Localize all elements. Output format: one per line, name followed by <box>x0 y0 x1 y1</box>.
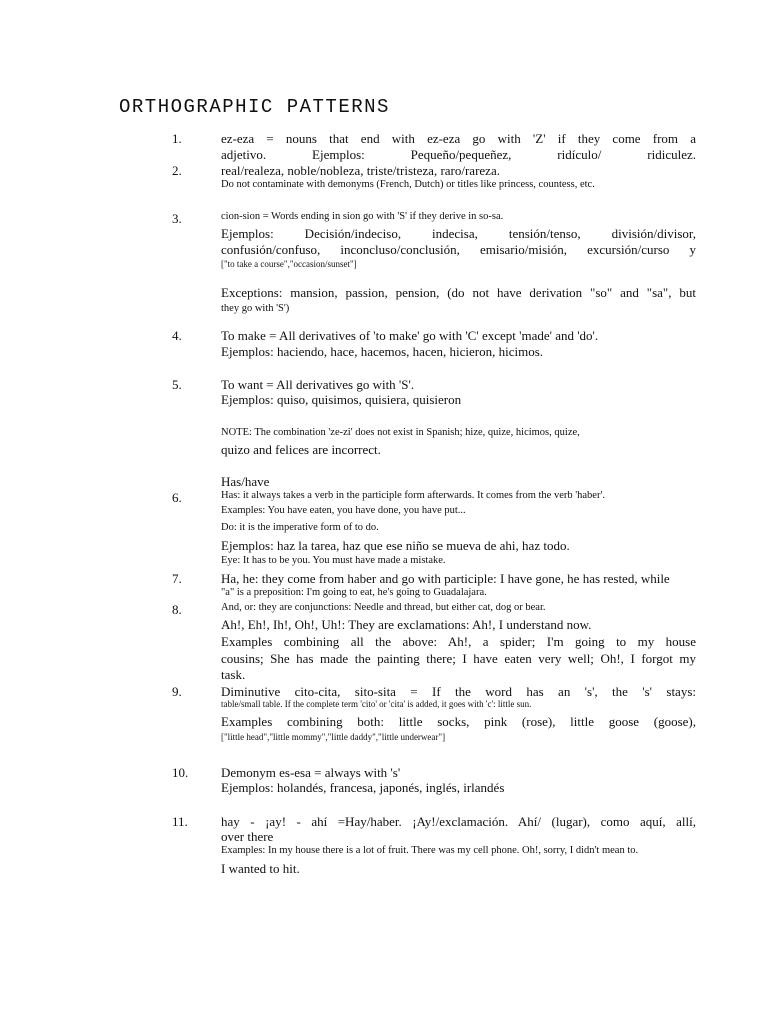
text-line: Exceptions: mansion, passion, pension, (do not have derivation "so" and "sa", but <box>221 285 696 300</box>
text-line: Examples: In my house there is a lot of fruit. There was my cell phone. Oh!, sorry, I didn't mean to. <box>221 845 639 856</box>
page-title: ORTHOGRAPHIC PATTERNS <box>119 96 390 118</box>
text-line: And, or: they are conjunctions: Needle and thread, but either cat, dog or bear. <box>221 602 546 613</box>
text-line: table/small table. If the complete term 'cito' or 'cita' is added, it goes with 'c': little sun. <box>221 699 532 709</box>
text-line: Has: it always takes a verb in the participle form afterwards. It comes from the verb 'haber'. <box>221 490 605 501</box>
text-line: Ejemplos: haciendo, hace, hacemos, hacen, hicieron, hicimos. <box>221 344 543 359</box>
item-number: 7. <box>172 571 182 586</box>
item-number: 8. <box>172 602 182 617</box>
item-number: 5. <box>172 377 182 392</box>
text-line: cion-sion = Words ending in sion go with 'S' if they derive in so-sa. <box>221 211 504 222</box>
text-line: over there <box>221 829 274 844</box>
text-line: Examples: You have eaten, you have done, you have put... <box>221 505 466 516</box>
text-line: task. <box>221 667 246 682</box>
text-line: adjetivo. Ejemplos: Pequeño/pequeñez, ridículo/ ridiculez. <box>221 147 696 162</box>
text-line: Do not contaminate with demonyms (French, Dutch) or titles like princess, countess, etc. <box>221 179 595 190</box>
text-line: "a" is a preposition: I'm going to eat, he's going to Guadalajara. <box>221 587 487 598</box>
text-line: Ha, he: they come from haber and go with participle: I have gone, he has rested, while <box>221 571 670 586</box>
text-line: Ejemplos: Decisión/indeciso, indecisa, tensión/tenso, división/divisor, <box>221 226 696 241</box>
item-number: 4. <box>172 328 182 343</box>
text-line: ["little head","little mommy","little daddy","little underwear"] <box>221 732 446 742</box>
item-number: 6. <box>172 490 182 505</box>
text-line: Ejemplos: haz la tarea, haz que ese niño se mueva de ahi, haz todo. <box>221 538 570 553</box>
text-line: real/realeza, noble/nobleza, triste/tristeza, raro/rareza. <box>221 163 500 178</box>
text-line: Has/have <box>221 474 270 489</box>
item-number: 3. <box>172 211 182 226</box>
text-line: hay - ¡ay! - ahí =Hay/haber. ¡Ay!/exclamación. Ahí/ (lugar), como aquí, allí, <box>221 814 696 829</box>
text-line: quizo and felices are incorrect. <box>221 442 381 457</box>
text-line: I wanted to hit. <box>221 861 300 876</box>
item-number: 9. <box>172 684 182 699</box>
item-number: 11. <box>172 814 188 829</box>
text-line: Examples combining both: little socks, pink (rose), little goose (goose), <box>221 714 696 729</box>
text-line: they go with 'S') <box>221 303 290 314</box>
item-number: 1. <box>172 131 182 146</box>
text-line: To want = All derivatives go with 'S'. <box>221 377 415 392</box>
item-number: 10. <box>172 765 189 780</box>
item-number: 2. <box>172 163 182 178</box>
text-line: To make = All derivatives of 'to make' go with 'C' except 'made' and 'do'. <box>221 328 599 343</box>
text-line: Demonym es-esa = always with 's' <box>221 765 401 780</box>
text-line: Ah!, Eh!, Ih!, Oh!, Uh!: They are exclamations: Ah!, I understand now. <box>221 617 592 632</box>
text-line: ["to take a course","occasion/sunset"] <box>221 259 357 269</box>
text-line: ez-eza = nouns that end with ez-eza go with 'Z' if they come from a <box>221 131 696 146</box>
text-line: Ejemplos: quiso, quisimos, quisiera, quisieron <box>221 392 462 407</box>
text-line: Examples combining all the above: Ah!, a spider; I'm going to my house <box>221 634 696 649</box>
text-line: NOTE: The combination 'ze-zi' does not exist in Spanish; hize, quize, hicimos, quize, <box>221 427 580 438</box>
text-line: Eye: It has to be you. You must have made a mistake. <box>221 555 446 566</box>
text-line: Diminutive cito-cita, sito-sita = If the word has an 's', the 's' stays: <box>221 684 696 699</box>
text-line: cousins; She has made the painting there; I have eaten very well; Oh!, I forgot my <box>221 651 696 666</box>
text-line: confusión/confuso, inconcluso/conclusión, emisario/misión, excursión/curso y <box>221 242 696 257</box>
text-line: Do: it is the imperative form of to do. <box>221 522 379 533</box>
text-line: Ejemplos: holandés, francesa, japonés, inglés, irlandés <box>221 780 505 795</box>
